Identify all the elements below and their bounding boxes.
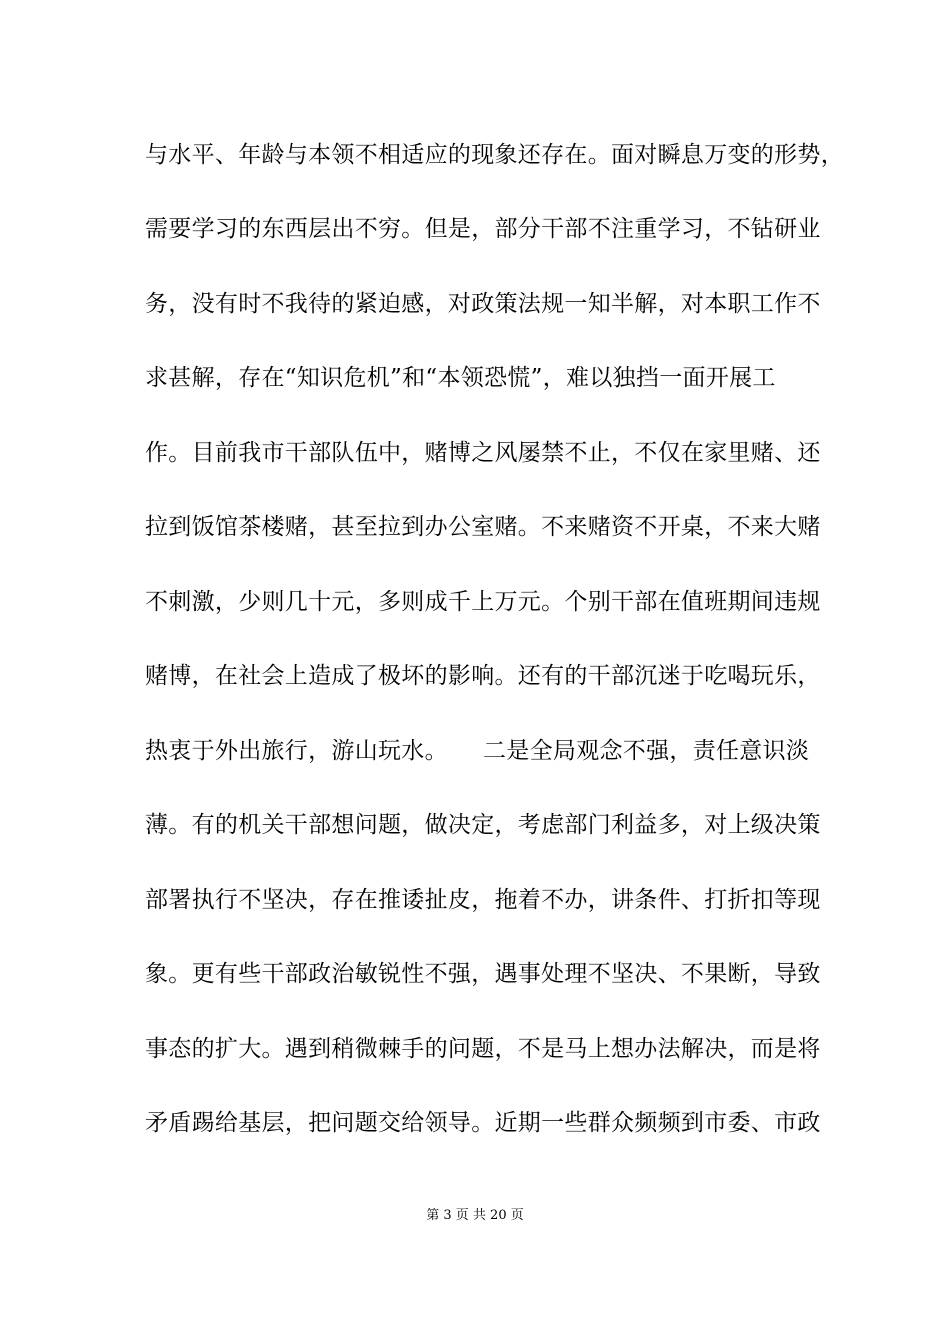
text-line: 赌博，在社会上造成了极坏的影响。还有的干部沉迷于吃喝玩乐， [145, 663, 821, 689]
page-number-label: 第 3 页 共 20 页 [426, 1208, 524, 1223]
text-line: 拉到饭馆茶楼赌，甚至拉到办公室赌。不来赌资不开桌，不来大赌 [145, 514, 821, 540]
text-line: 事态的扩大。遇到稍微棘手的问题，不是马上想办法解决，而是将 [145, 1036, 821, 1062]
text-line: 矛盾踢给基层，把问题交给领导。近期一些群众频频到市委、市政 [145, 1110, 821, 1136]
text-line: 务，没有时不我待的紧迫感，对政策法规一知半解，对本职工作不 [145, 291, 821, 317]
text-line: 薄。有的机关干部想问题，做决定，考虑部门利益多，对上级决策 [145, 812, 821, 838]
text-line: 热衷于外出旅行，游山玩水。 二是全局观念不强，责任意识淡 [145, 738, 810, 764]
text-line: 需要学习的东西层出不穷。但是，部分干部不注重学习，不钻研业 [145, 216, 821, 242]
text-line: 部署执行不坚决，存在推诿扯皮，拖着不办，讲条件、打折扣等现 [145, 887, 821, 913]
text-line: 与水平、年龄与本领不相适应的现象还存在。面对瞬息万变的形势， [145, 142, 844, 168]
text-line: 求甚解，存在“知识危机”和“本领恐慌”，难以独挡一面开展工 [145, 365, 776, 391]
text-line: 作。目前我市干部队伍中，赌博之风屡禁不止，不仅在家里赌、还 [145, 440, 821, 466]
page-footer [0, 1207, 950, 1225]
text-line: 象。更有些干部政治敏锐性不强，遇事处理不坚决、不果断，导致 [145, 961, 821, 987]
text-line: 不刺激，少则几十元，多则成千上万元。个别干部在值班期间违规 [145, 589, 821, 615]
